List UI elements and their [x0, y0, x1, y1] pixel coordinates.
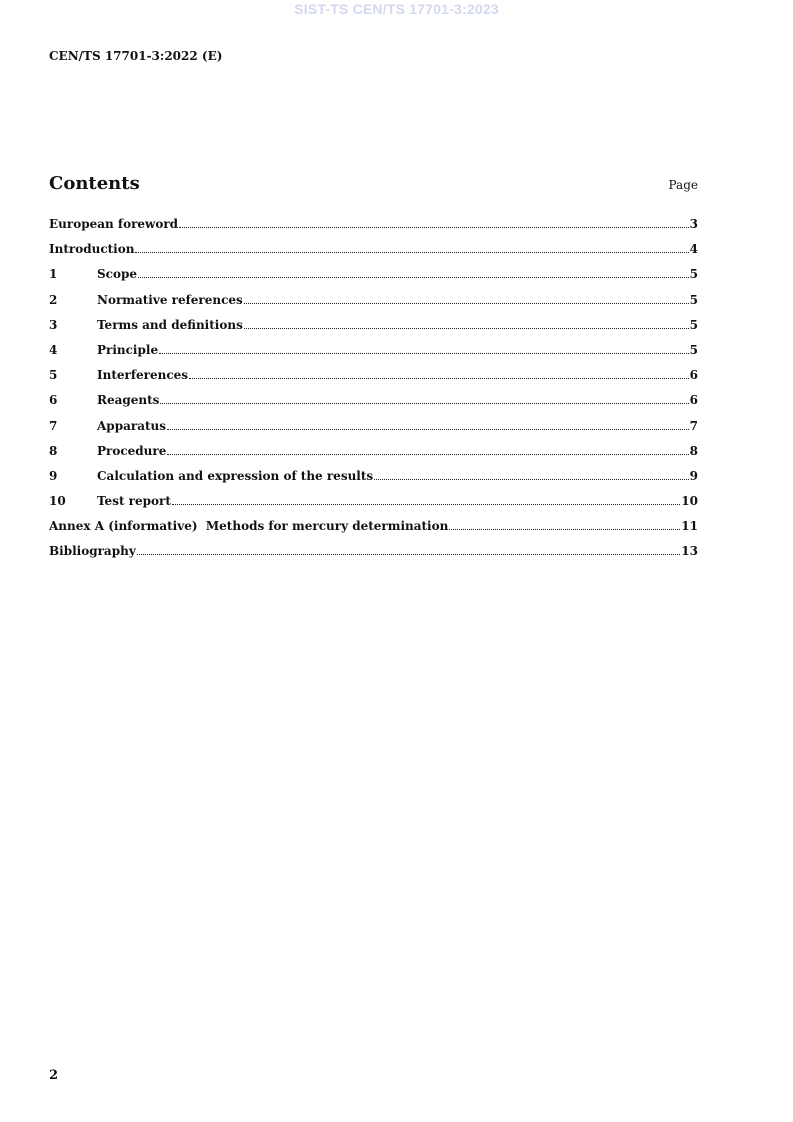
- toc-entry-page: 3: [689, 217, 698, 231]
- toc-entry-title: Introduction: [49, 242, 135, 257]
- toc-entry-title: Principle: [97, 342, 159, 357]
- contents-heading: [49, 173, 698, 197]
- toc-entry-title: Terms and definitions: [97, 317, 243, 332]
- dot-leader: [449, 528, 680, 530]
- toc-entry-title: European foreword: [49, 217, 179, 231]
- toc-entry-annex-a[interactable]: [49, 518, 698, 543]
- toc-entry-title: Calculation and expression of the results: [97, 468, 374, 483]
- document-identifier: CEN/TS 17701-3:2022 (E): [49, 49, 223, 63]
- toc-entry-title: Test report: [97, 494, 171, 509]
- toc-entry-page: 7: [689, 418, 698, 433]
- toc-entry-title: Reagents: [97, 393, 160, 408]
- toc-entry-interferences[interactable]: [49, 367, 698, 392]
- dot-leader: [189, 377, 689, 379]
- toc-entry-calculation[interactable]: [49, 468, 698, 493]
- toc-entry-page: 10: [681, 494, 698, 509]
- toc-entry-page: 8: [689, 443, 698, 458]
- dot-leader: [159, 352, 689, 354]
- toc-entry-number: 6: [49, 393, 58, 408]
- toc-entry-procedure[interactable]: [49, 443, 698, 468]
- toc-entry-title: Apparatus: [97, 418, 166, 433]
- toc-entry-title: Interferences: [97, 368, 189, 383]
- page-number: 2: [49, 1068, 59, 1083]
- toc-entry-normative-references[interactable]: [49, 292, 698, 317]
- dot-leader: [167, 453, 688, 455]
- page-column-label: Page: [668, 178, 698, 192]
- dot-leader: [167, 428, 689, 430]
- dot-leader: [374, 478, 688, 480]
- toc-entry-number: 9: [49, 468, 58, 483]
- dot-leader: [135, 251, 688, 253]
- toc-entry-page: 13: [681, 544, 698, 559]
- table-of-contents: [49, 216, 698, 569]
- toc-entry-european-foreword[interactable]: [49, 216, 698, 241]
- toc-entry-apparatus[interactable]: [49, 418, 698, 443]
- toc-entry-page: 9: [689, 468, 698, 483]
- contents-title: Contents: [49, 173, 140, 194]
- toc-entry-page: 4: [689, 242, 698, 257]
- toc-entry-page: 6: [689, 393, 698, 408]
- dot-leader: [172, 503, 680, 505]
- toc-entry-title: Bibliography: [49, 544, 136, 559]
- toc-entry-number: 5: [49, 368, 58, 383]
- toc-entry-page: 5: [689, 267, 698, 282]
- dot-leader: [244, 327, 689, 329]
- toc-entry-number: 7: [49, 418, 58, 433]
- dot-leader: [137, 553, 681, 555]
- toc-entry-page: 6: [689, 368, 698, 383]
- toc-entry-principle[interactable]: [49, 342, 698, 367]
- toc-entry-scope[interactable]: [49, 266, 698, 291]
- toc-entry-reagents[interactable]: [49, 392, 698, 417]
- toc-entry-test-report[interactable]: [49, 493, 698, 518]
- toc-entry-title: Normative references: [97, 292, 243, 307]
- dot-leader: [160, 402, 688, 404]
- toc-entry-page: 5: [689, 292, 698, 307]
- toc-entry-number: 4: [49, 342, 58, 357]
- toc-entry-title: Procedure: [97, 443, 167, 458]
- toc-entry-title: Annex A (informative) Methods for mercury determination: [49, 519, 449, 534]
- toc-entry-number: 3: [49, 317, 58, 332]
- watermark-text: SIST-TS CEN/TS 17701-3:2023: [294, 1, 499, 17]
- dot-leader: [244, 302, 689, 304]
- toc-entry-bibliography[interactable]: [49, 543, 698, 568]
- dot-leader: [138, 276, 689, 278]
- toc-entry-title: Scope: [97, 267, 138, 282]
- toc-entry-page: 5: [689, 342, 698, 357]
- toc-entry-page: 11: [681, 519, 698, 534]
- toc-entry-number: 8: [49, 443, 58, 458]
- toc-entry-number: 10: [49, 494, 66, 509]
- toc-entry-introduction[interactable]: [49, 241, 698, 266]
- toc-entry-terms-and-definitions[interactable]: [49, 317, 698, 342]
- dot-leader: [179, 226, 689, 228]
- toc-entry-number: 1: [49, 267, 58, 282]
- toc-entry-number: 2: [49, 292, 58, 307]
- toc-entry-page: 5: [689, 317, 698, 332]
